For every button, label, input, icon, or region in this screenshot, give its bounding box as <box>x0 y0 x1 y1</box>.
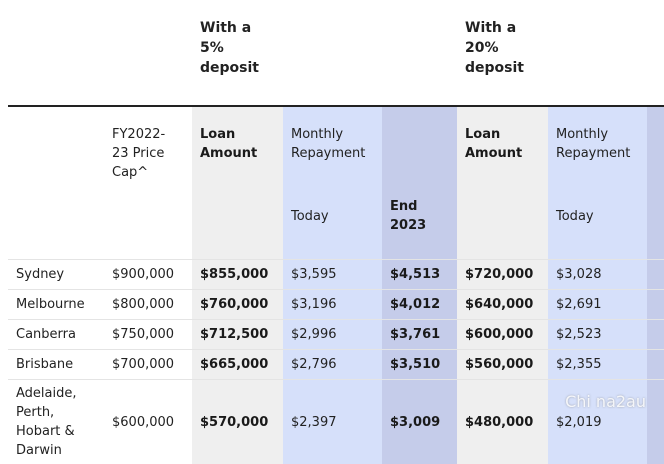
today-20-cell: $2,355 <box>548 350 647 380</box>
sub-header-row <box>8 189 664 260</box>
loan-amount-header-5: Loan Amount <box>192 106 283 189</box>
city-cell: Adelaide, Perth, Hobart & Darwin <box>8 380 104 464</box>
loan-5-cell: $570,000 <box>192 380 283 464</box>
loan-20-cell: $480,000 <box>457 380 548 464</box>
loan-5-cell: $665,000 <box>192 350 283 380</box>
today-header-5: Today <box>283 189 382 260</box>
today-5-cell: $3,196 <box>283 290 382 320</box>
watermark: Chi na2au <box>565 392 646 411</box>
city-cell: Brisbane <box>8 350 104 380</box>
monthly-repayment-header-20: Monthly Repayment <box>548 106 647 189</box>
today-20-cell: $2,691 <box>548 290 647 320</box>
today-header-20: Today <box>548 189 647 260</box>
city-cell: Sydney <box>8 260 104 290</box>
end-2023-5-cell: $3,761 <box>382 320 457 350</box>
end-2023-5-cell: $3,009 <box>382 380 457 464</box>
today-5-cell: $2,996 <box>283 320 382 350</box>
today-20-cell: $2,523 <box>548 320 647 350</box>
repayment-table-container <box>8 0 652 415</box>
column-header-row <box>8 106 664 189</box>
end-2023-5-cell: $4,513 <box>382 260 457 290</box>
loan-20-cell: $640,000 <box>457 290 548 320</box>
monthly-repayment-header-5: Monthly Repayment <box>283 106 382 189</box>
loan-20-cell: $560,000 <box>457 350 548 380</box>
loan-20-cell: $600,000 <box>457 320 548 350</box>
today-5-cell: $3,595 <box>283 260 382 290</box>
end-2023-header-5: End 2023 <box>382 189 457 260</box>
group-5-percent: With a 5% deposit <box>192 0 457 106</box>
group-20-percent: With a 20% deposit <box>457 0 664 106</box>
price-cap-cell: $900,000 <box>104 260 192 290</box>
loan-5-cell: $855,000 <box>192 260 283 290</box>
price-cap-cell: $750,000 <box>104 320 192 350</box>
today-20-cell: $3,028 <box>548 260 647 290</box>
price-cap-cell: $800,000 <box>104 290 192 320</box>
loan-5-cell: $712,500 <box>192 320 283 350</box>
table-row <box>8 320 664 350</box>
price-cap-header: FY2022- 23 Price Cap^ <box>104 106 192 189</box>
today-5-cell: $2,397 <box>283 380 382 464</box>
table-row <box>8 260 664 290</box>
today-5-cell: $2,796 <box>283 350 382 380</box>
today-20-cell: $2,019 <box>548 380 647 464</box>
loan-amount-header-20: Loan Amount <box>457 106 548 189</box>
end-2023-5-cell: $3,510 <box>382 350 457 380</box>
loan-5-cell: $760,000 <box>192 290 283 320</box>
loan-20-cell: $720,000 <box>457 260 548 290</box>
price-cap-cell: $600,000 <box>104 380 192 464</box>
table-row <box>8 350 664 380</box>
city-cell: Canberra <box>8 320 104 350</box>
city-cell: Melbourne <box>8 290 104 320</box>
price-cap-cell: $700,000 <box>104 350 192 380</box>
table-row <box>8 290 664 320</box>
deposit-group-row <box>8 0 664 106</box>
end-2023-5-cell: $4,012 <box>382 290 457 320</box>
